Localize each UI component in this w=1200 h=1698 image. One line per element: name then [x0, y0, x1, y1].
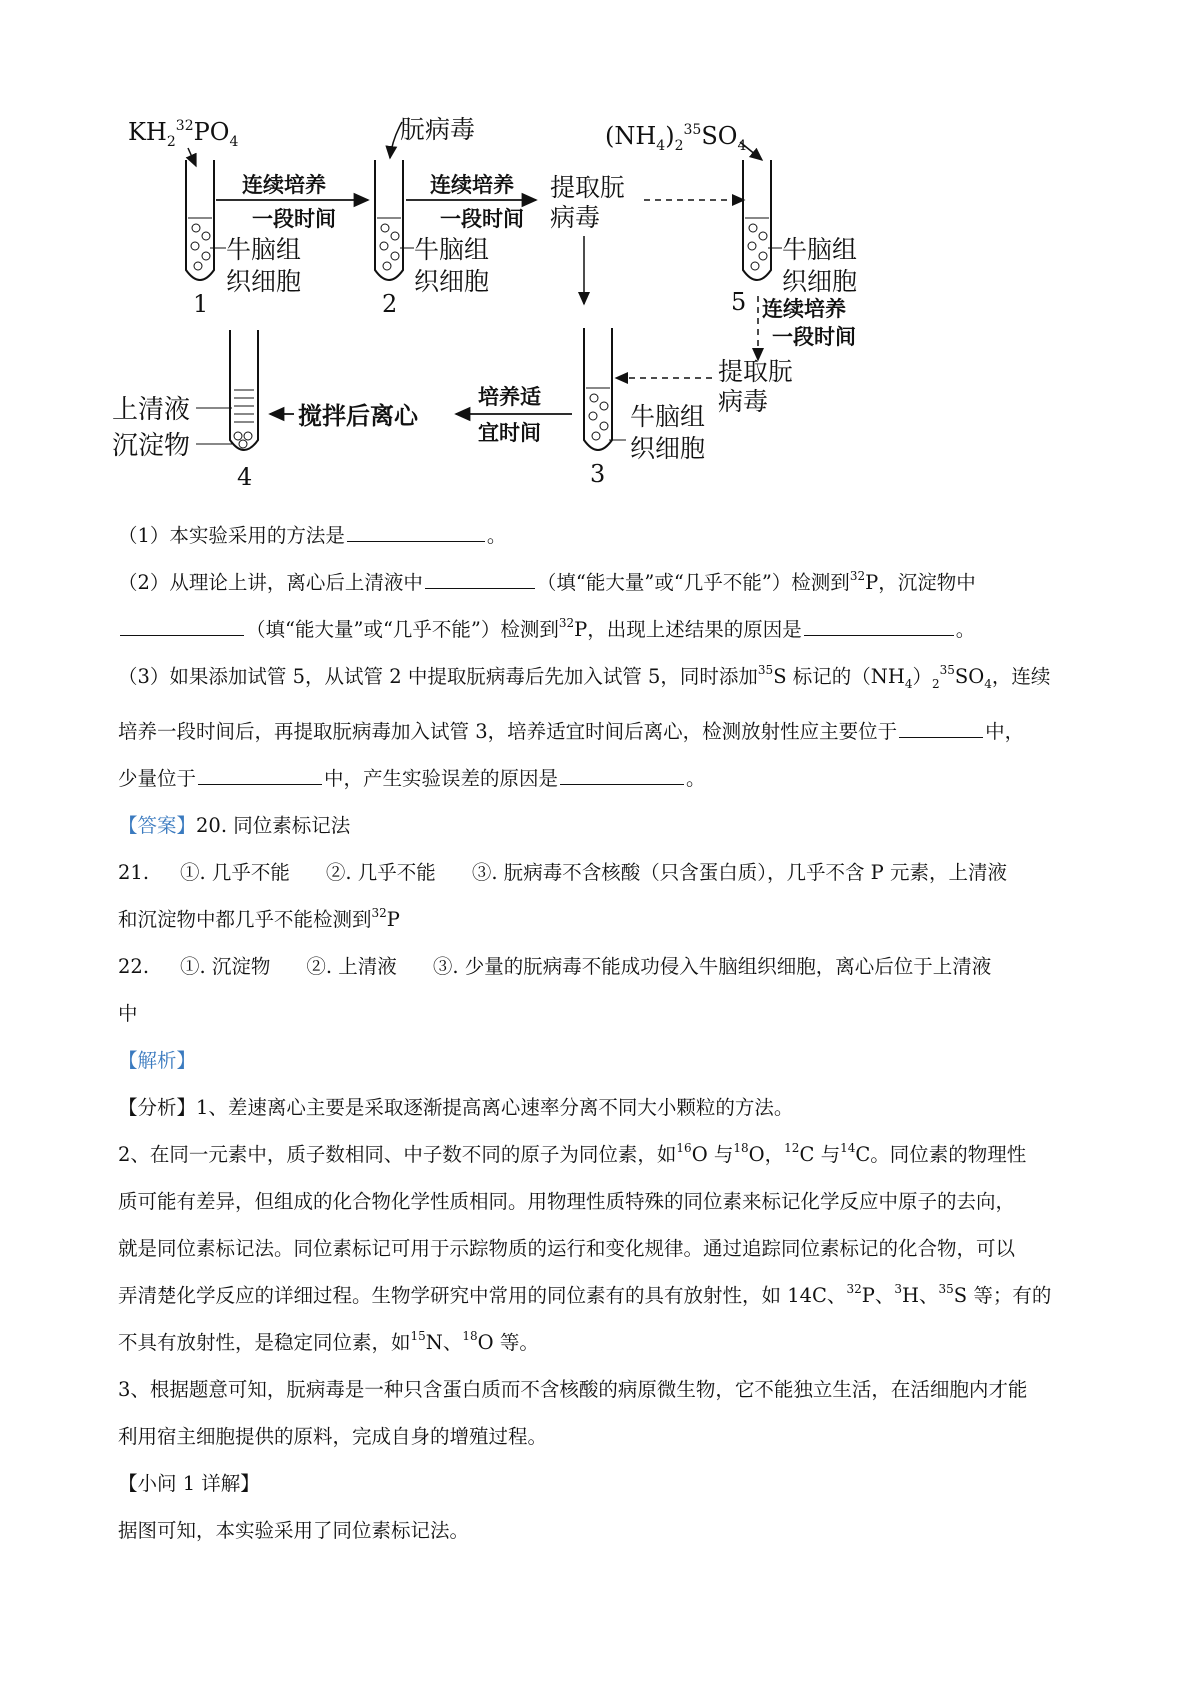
- analysis-point-2-line1: 2、在同一元素中，质子数相同、中子数不同的原子为同位素，如$^{16}$O 与$^{18}$O，$^{12}$C 与$^{14}$C。同位素的物理性: [118, 1140, 1027, 1166]
- answer-22-line2: 中: [118, 1001, 138, 1025]
- extract5-line1: 提取朊: [718, 357, 794, 386]
- tube2-number: 2: [382, 290, 398, 318]
- document-body: [118, 512, 1098, 1554]
- sediment-label: 沉淀物: [112, 431, 191, 461]
- analysis-point-3-line1: 3、根据题意可知，朊病毒是一种只含蛋白质而不含核酸的病原微生物，它不能独立生活，在活细胞内才能: [118, 1377, 1028, 1401]
- cells5-line2: 织细胞: [782, 267, 858, 296]
- supernatant-label: 上清液: [112, 395, 191, 425]
- label-kh2po4: $KH_2^{32}PO_4$: [128, 118, 239, 150]
- question-3-line3: 少量位于 中，产生实验误差的原因是 。: [118, 755, 1098, 802]
- analysis-point-2-line4: 弄清楚化学反应的详细过程。生物学研究中常用的同位素有的具有放射性，如 14C、$^{32}$P、$^3$H、$^{35}$S 等；有的: [118, 1281, 1052, 1307]
- question-1: （1）本实验采用的方法是 。: [118, 512, 1098, 559]
- cells5-line1: 牛脑组: [782, 235, 858, 264]
- cells1-line2: 织细胞: [226, 267, 302, 296]
- cells3-line2: 织细胞: [630, 434, 706, 463]
- label-nh4so4: $(NH_4)_2^{35}SO_4$: [605, 122, 747, 154]
- period1: 一段时间: [252, 206, 336, 231]
- answer-blank: [120, 615, 244, 636]
- answer-22-line1: 22. ①. 沉淀物 ②. 上清液 ③. 少量的朊病毒不能成功侵入牛脑组织细胞，离心后位于上清液: [118, 954, 992, 978]
- analysis-point-3-line2: 利用宿主细胞提供的原料，完成自身的增殖过程。: [118, 1424, 548, 1448]
- answer-tag: 【答案】: [118, 813, 197, 837]
- answer-line: 【答案】20. 同位素标记法: [118, 813, 351, 837]
- test-tube-2: [375, 160, 403, 280]
- answer-21-line1: 21. ①. 几乎不能 ②. 几乎不能 ③. 朊病毒不含核酸（只含蛋白质），几乎不含 P 元素，上清液: [118, 860, 1007, 884]
- answer-blank: [804, 615, 954, 636]
- culture5: 连续培养: [762, 296, 846, 321]
- experiment-diagram: [0, 0, 1200, 520]
- answer-blank: [425, 568, 535, 589]
- tube3-number: 3: [590, 460, 606, 488]
- culture3-line2: 宜时间: [478, 420, 541, 445]
- answer-21-line2: 和沉淀物中都几乎不能检测到$^{32}$P: [118, 905, 400, 931]
- culture2: 连续培养: [430, 172, 514, 197]
- cells2-line2: 织细胞: [414, 267, 490, 296]
- period5: 一段时间: [772, 324, 856, 349]
- analysis-point-2-line3: 就是同位素标记法。同位素标记可用于示踪物质的运行和变化规律。通过追踪同位素标记的化合物，可以: [118, 1236, 1016, 1260]
- answer-blank: [198, 764, 322, 785]
- test-tube-5: [743, 160, 771, 280]
- answer-blank: [347, 521, 485, 542]
- analysis-point-2-line2: 质可能有差异，但组成的化合物化学性质相同。用物理性质特殊的同位素来标记化学反应中原子的去向，: [118, 1189, 1016, 1213]
- extract1-line2: 病毒: [550, 203, 601, 232]
- tube5-number: 5: [731, 288, 747, 316]
- analysis-point-1: 【分析】1、差速离心主要是采取逐渐提高离心速率分离不同大小颗粒的方法。: [118, 1095, 794, 1119]
- answer-blank: [899, 717, 983, 738]
- test-tube-3: [584, 328, 612, 450]
- extract5-line2: 病毒: [718, 387, 769, 416]
- label-prion-top: 朊病毒: [400, 115, 476, 144]
- analysis-heading: 【解析】: [118, 1048, 197, 1072]
- cells1-line1: 牛脑组: [226, 235, 302, 264]
- question-2-line1: （2）从理论上讲，离心后上清液中 （填“能大量”或“几乎不能”）检测到$^{32}$P，沉淀物中: [118, 569, 976, 594]
- extract1-line1: 提取朊: [550, 173, 626, 202]
- question-3-line2: 培养一段时间后，再提取朊病毒加入试管 3，培养适宜时间后离心，检测放射性应主要位于 中，: [118, 708, 1098, 755]
- tube1-number: 1: [193, 290, 209, 318]
- answer-blank: [560, 764, 684, 785]
- centrifuge-label: 搅拌后离心: [298, 401, 418, 430]
- tube4-number: 4: [237, 463, 253, 491]
- cells3-line1: 牛脑组: [630, 402, 706, 431]
- culture1: 连续培养: [242, 172, 326, 197]
- test-tube-4: [230, 330, 258, 450]
- test-tube-1: [186, 160, 214, 280]
- question-3-line1: （3）如果添加试管 5，从试管 2 中提取朊病毒后先加入试管 5，同时添加$^{35}$S 标记的$(NH_4)_2^{35}SO_4$，连续: [118, 663, 1051, 691]
- period2: 一段时间: [440, 206, 524, 231]
- sub-question-1-text: 据图可知，本实验采用了同位素标记法。: [118, 1518, 470, 1542]
- culture3-line1: 培养适: [478, 384, 541, 409]
- cells2-line1: 牛脑组: [414, 235, 490, 264]
- analysis-point-2-line5: 不具有放射性，是稳定同位素，如$^{15}$N、$^{18}$O 等。: [118, 1328, 539, 1354]
- question-2-line2: （填“能大量”或“几乎不能”）检测到$^{32}$P，出现上述结果的原因是 。: [118, 606, 1098, 653]
- sub-question-1-heading: 【小问 1 详解】: [118, 1471, 260, 1495]
